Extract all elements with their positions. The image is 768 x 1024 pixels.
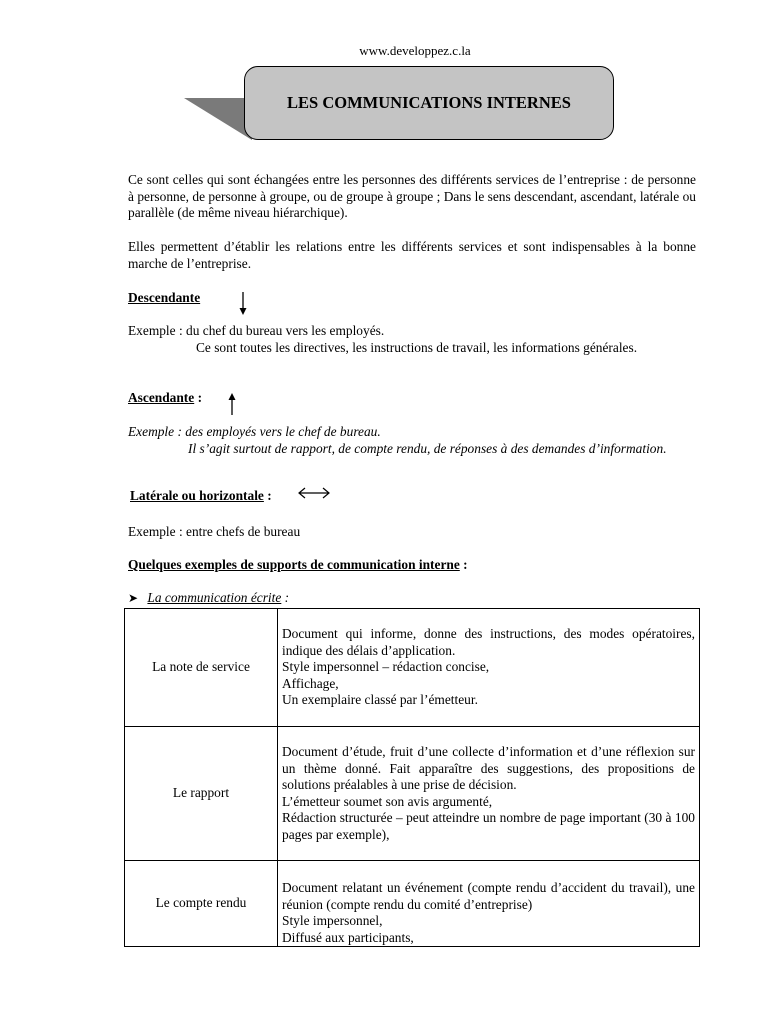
support-description-line: Style impersonnel – rédaction concise, <box>282 659 490 675</box>
table-row <box>125 609 700 727</box>
descendante-heading: Descendante <box>128 290 201 305</box>
arrow-down-icon <box>236 291 250 317</box>
support-description-cell <box>278 861 700 947</box>
bullet-colon: : <box>281 590 290 605</box>
support-description-line: Document d’étude, fruit d’une collecte d’information et d’une réflexion sur un thème donné. Fait apparaître des suggestions, des propositions de solutions préalables à une prise de décision. <box>282 744 695 792</box>
table-row <box>125 861 700 947</box>
support-description-line: Style impersonnel, <box>282 913 383 928</box>
laterale-colon: : <box>263 488 272 503</box>
support-description-cell <box>278 609 700 727</box>
support-description-line: Un exemplaire classé par l’émetteur. <box>282 692 478 708</box>
bullet-label: La communication écrite <box>147 590 282 605</box>
arrow-left-right-icon <box>297 485 331 501</box>
ascendante-heading: Ascendante <box>128 390 195 405</box>
supports-colon: : <box>459 557 468 572</box>
support-name-cell: Le compte rendu <box>125 861 278 947</box>
ascendante-detail: Il s’agit surtout de rapport, de compte rendu, de réponses à des demandes d’information. <box>188 441 667 456</box>
intro-paragraph-2: Elles permettent d’établir les relations entre les différents services et sont indispensables à la bonne marche de l’entreprise. <box>128 239 696 271</box>
support-description-line: L’émetteur soumet son avis argumenté, <box>282 793 493 809</box>
descendante-detail: Ce sont toutes les directives, les instructions de travail, les informations générales. <box>196 340 638 355</box>
arrowhead-bullet-icon: ➤ <box>128 591 139 605</box>
title-banner <box>244 66 614 140</box>
support-description-line: Document qui informe, donne des instructions, des modes opératoires, indique des délais d’application. <box>282 626 695 658</box>
support-description-line: Affichage, <box>282 675 339 691</box>
page-title: LES COMMUNICATIONS INTERNES <box>287 92 571 112</box>
supports-heading: Quelques exemples de supports de communication interne <box>128 557 460 572</box>
descendante-exemple: Exemple : du chef du bureau vers les employés. <box>128 323 385 338</box>
laterale-heading: Latérale ou horizontale <box>130 488 264 503</box>
support-name-cell: Le rapport <box>125 727 278 861</box>
supports-section <box>128 557 696 574</box>
support-description-line: Document relatant un événement (compte rendu d’accident du travail), une réunion (compte rendu du comité d’entreprise) <box>282 880 695 912</box>
laterale-exemple: Exemple : entre chefs de bureau <box>128 524 301 539</box>
descendante-section <box>128 290 696 307</box>
support-description-line: Rédaction structurée – peut atteindre un nombre de page important (30 à 100 pages par exemple), <box>282 810 695 842</box>
arrow-up-icon <box>225 391 239 417</box>
intro-paragraph-1: Ce sont celles qui sont échangées entre les personnes des différents services de l’entreprise : de personne à personne, de personne à groupe, ou de groupe à groupe ; Dans le sens descendant, ascendant, latérale ou parallèle (de même niveau hiérarchique). <box>128 172 696 220</box>
header-url: www.developpez.c.la <box>359 43 471 58</box>
support-name-cell: La note de service <box>125 609 278 727</box>
table-row <box>125 727 700 861</box>
support-description-cell <box>278 727 700 861</box>
ascendante-section <box>128 390 696 407</box>
support-description-line: Diffusé aux participants, <box>282 929 414 945</box>
supports-table <box>124 608 700 947</box>
ascendante-exemple: Exemple : des employés vers le chef de bureau. <box>128 424 381 439</box>
laterale-section <box>130 488 698 505</box>
bullet-communication-ecrite <box>128 590 289 607</box>
ascendante-colon: : <box>194 390 203 405</box>
